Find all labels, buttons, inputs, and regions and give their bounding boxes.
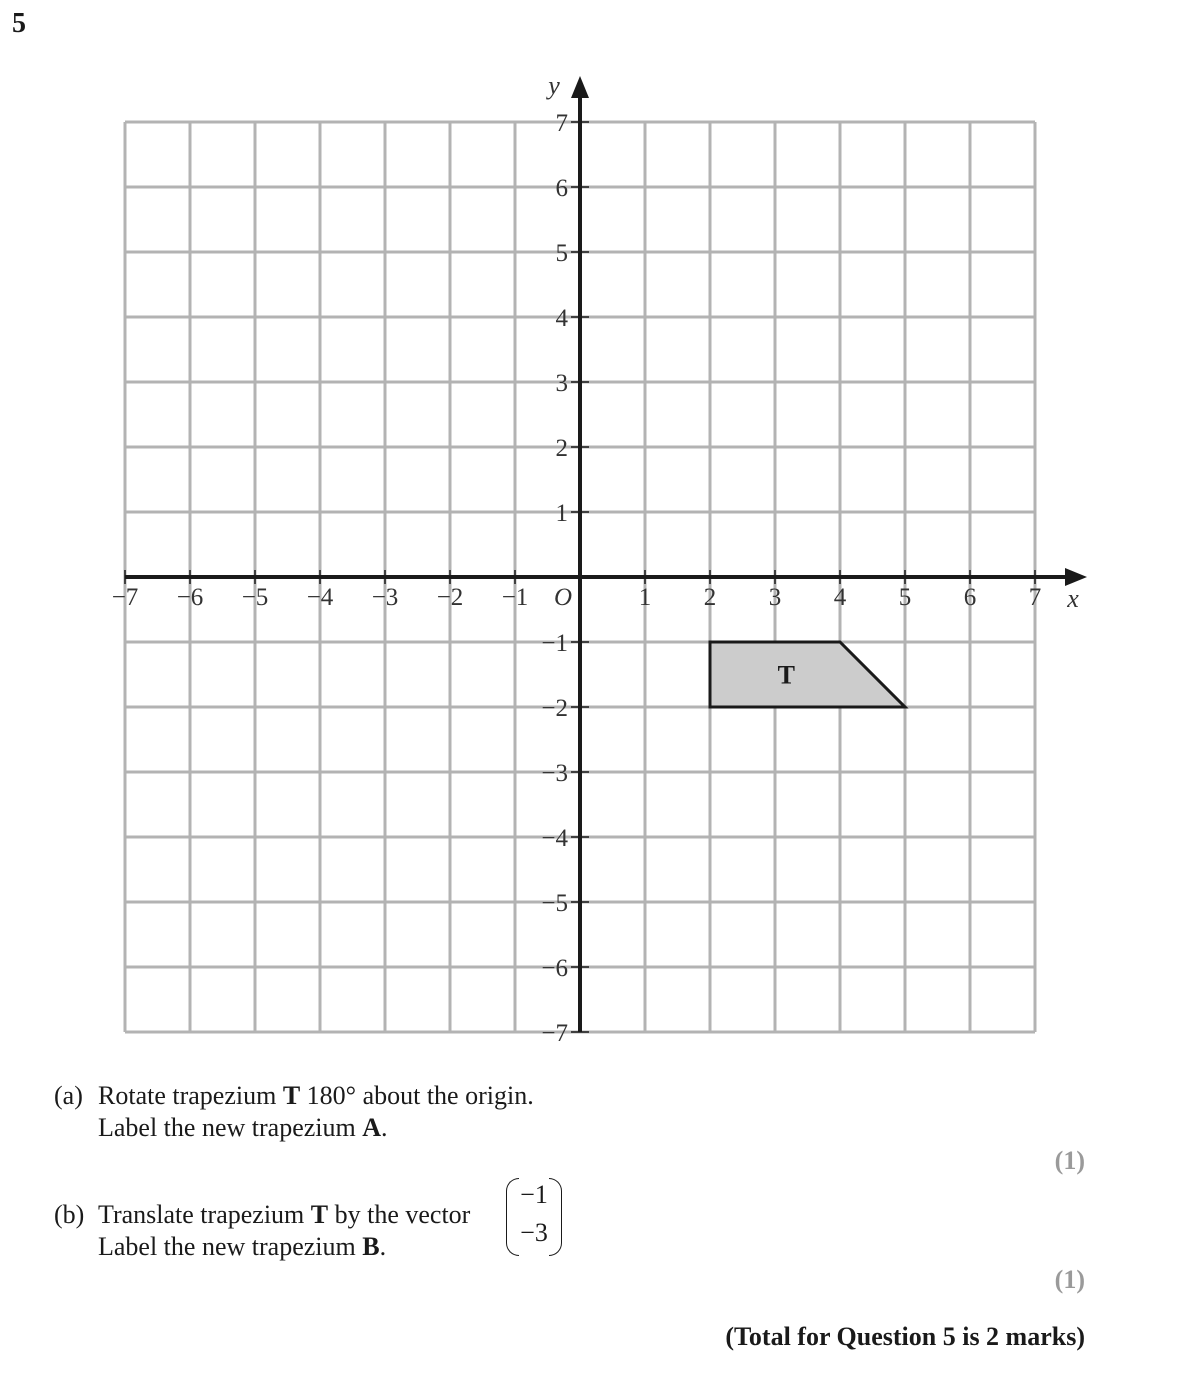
part-a-line1-pre: Rotate trapezium bbox=[98, 1081, 283, 1110]
total-marks: (Total for Question 5 is 2 marks) bbox=[725, 1322, 1085, 1351]
vector-top-value: −1 bbox=[520, 1180, 548, 1209]
y-tick-label: −5 bbox=[541, 890, 568, 917]
y-tick-label: 2 bbox=[555, 435, 568, 462]
y-tick-label: 1 bbox=[555, 500, 568, 527]
x-tick-label: −1 bbox=[501, 584, 529, 611]
x-tick-label: −5 bbox=[241, 584, 269, 611]
part-a-line2-bold: A bbox=[362, 1113, 381, 1142]
x-tick-label: 2 bbox=[703, 584, 717, 611]
y-tick-label: −1 bbox=[541, 630, 568, 657]
part-b-line2-bold: B bbox=[362, 1232, 380, 1261]
x-tick-label: 6 bbox=[963, 584, 977, 611]
part-b-marks: (1) bbox=[1054, 1265, 1085, 1294]
y-axis-label: y bbox=[548, 71, 560, 100]
y-tick-label: 6 bbox=[555, 175, 568, 202]
part-a bbox=[54, 1080, 534, 1144]
vector-bottom-value: −3 bbox=[520, 1218, 548, 1247]
x-axis-label: x bbox=[1067, 584, 1079, 613]
x-tick-label: −6 bbox=[176, 584, 204, 611]
y-tick-label: −3 bbox=[541, 760, 568, 787]
x-tick-label: 7 bbox=[1028, 584, 1042, 611]
x-tick-label: 3 bbox=[768, 584, 782, 611]
trapezium-t bbox=[710, 642, 905, 707]
x-tick-label: −3 bbox=[371, 584, 399, 611]
y-axis-arrow bbox=[571, 76, 589, 98]
y-tick-label: 7 bbox=[555, 110, 568, 137]
question-number: 5 bbox=[12, 8, 26, 39]
translation-vector bbox=[502, 1178, 566, 1256]
y-tick-label: −7 bbox=[541, 1020, 568, 1047]
part-a-line1-bold: T bbox=[282, 1081, 301, 1110]
part-b-line2-pre: Label the new trapezium bbox=[98, 1232, 363, 1261]
y-tick-label: −2 bbox=[541, 695, 568, 722]
y-tick-label: 5 bbox=[555, 240, 568, 267]
y-tick-label: 3 bbox=[555, 370, 568, 397]
x-tick-label: −4 bbox=[306, 584, 334, 611]
part-a-label: (a) bbox=[54, 1081, 83, 1110]
part-b-label: (b) bbox=[54, 1200, 85, 1229]
part-a-line1-post: 180° about the origin. bbox=[300, 1081, 534, 1110]
part-b-line1-pre: Translate trapezium bbox=[98, 1200, 311, 1229]
x-tick-label: 5 bbox=[898, 584, 912, 611]
part-b-line2-post: . bbox=[379, 1232, 387, 1261]
y-tick-label: −6 bbox=[541, 955, 568, 982]
y-tick-label: −4 bbox=[541, 825, 568, 852]
part-b-line1-bold: T bbox=[310, 1200, 329, 1229]
part-b bbox=[54, 1199, 470, 1263]
origin-label: O bbox=[553, 584, 573, 611]
trapezium-label: T bbox=[777, 660, 795, 690]
part-a-line2-pre: Label the new trapezium bbox=[98, 1113, 363, 1142]
x-tick-label: −2 bbox=[436, 584, 464, 611]
x-tick-label: 4 bbox=[833, 584, 847, 611]
x-tick-label: −7 bbox=[111, 584, 139, 611]
part-a-marks: (1) bbox=[1054, 1146, 1085, 1175]
part-a-line2-post: . bbox=[381, 1113, 388, 1142]
y-tick-label: 4 bbox=[555, 305, 568, 332]
x-tick-label: 1 bbox=[638, 584, 652, 611]
part-b-line1-post: by the vector bbox=[328, 1200, 471, 1229]
